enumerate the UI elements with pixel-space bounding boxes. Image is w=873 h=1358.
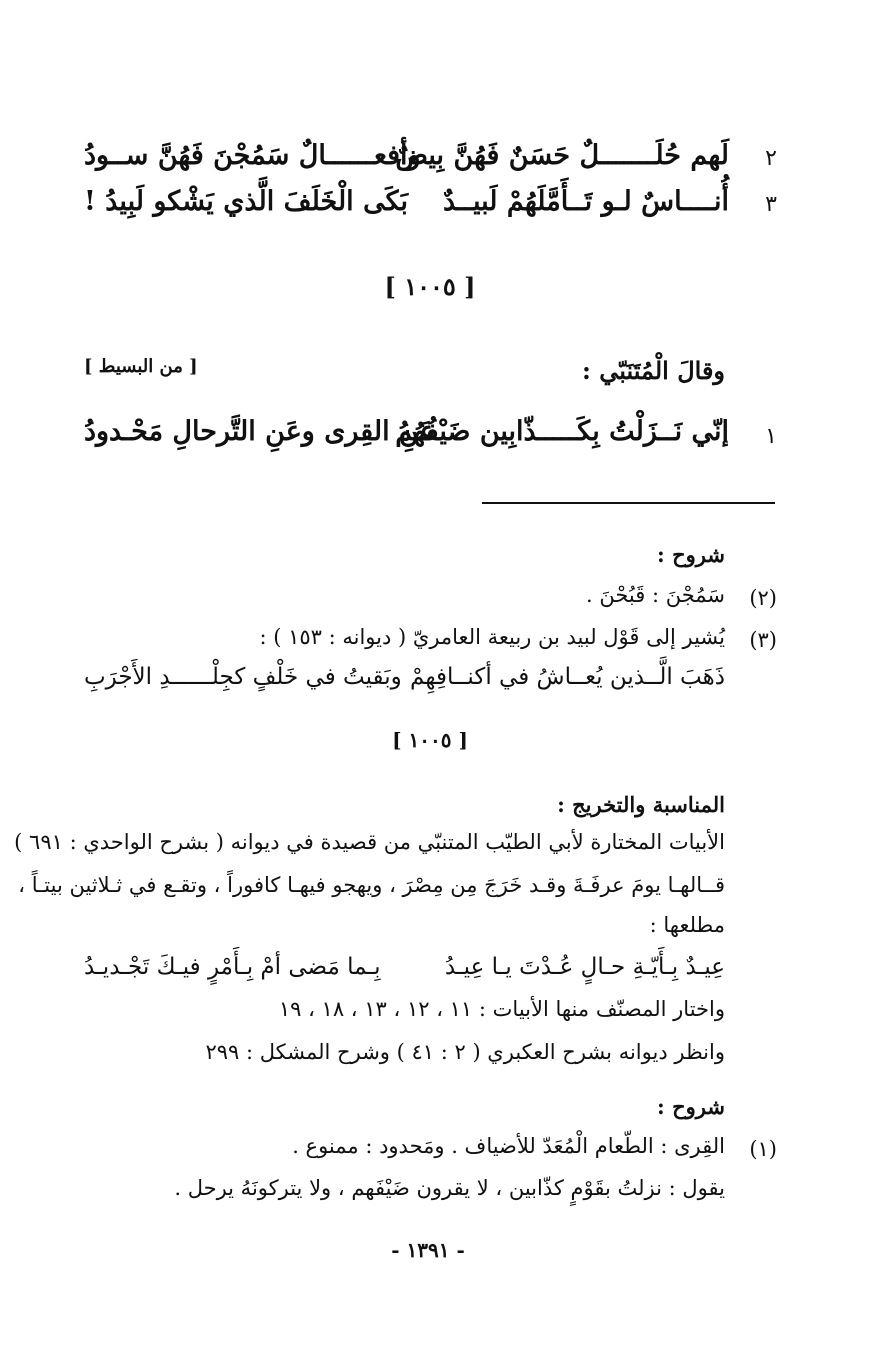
verse-number: ١ [765,424,777,449]
opening-verse-hemistich-1: عِيـدٌ بِـأَيّـةِ حـالٍ عُـدْتَ يـا عِيـدُ [444,954,725,980]
verse-hemistich-1: إنّي نَــزَلْتُ بِكَـــــذّابِين ضَيْفُهُمُ [395,416,729,447]
takhrij-title: المناسبة والتخريج : [557,792,725,817]
section-number: [ ١٠٠٥ ] [392,728,468,752]
note-text: سَمُجْنَ : قَبُحْنَ . [586,583,725,607]
page-number: - ١٣٩١ - [391,1238,465,1262]
note-text: يُشير إلى قَوْل لبيد بن ربيعة العامريّ ( ديوانه : ١٥٣ ) : [259,625,725,649]
takhrij-line: مطلعها : [649,913,725,937]
verse-hemistich-2: وأفعــــــالٌ سَمُجْنَ فَهُنَّ ســودُ [84,140,421,171]
verse-number: ٣ [765,192,777,217]
note-text: القِرى : الطّعام الْمُعَدّ للأضياف . ومَحدود : ممنوع . [292,1134,725,1158]
note-number: (٢) [749,586,777,610]
quoted-verse-hemistich-2: وبَقيتُ في خَلْفٍ كجِلْــــــدِ الأَجْرَبِ [84,664,402,690]
meter-label: [ من البسيط ] [84,356,198,377]
footnote-divider [482,502,775,504]
takhrij-line: واختار المصنّف منها الأبيات : ١١ ، ١٢ ، ١٣ ، ١٨ ، ١٩ [278,997,725,1021]
quoted-verse-hemistich-1: ذَهَبَ الَّــذين يُعــاشُ في أكنــافِهِمْ [410,664,725,690]
note-number: (١) [749,1137,777,1161]
opening-verse-hemistich-2: بِـما مَضى أمْ بِـأَمْرٍ فيـكَ تَجْـديـدُ [84,954,381,980]
takhrij-line: الأبيات المختارة لأبي الطيّب المتنبّي من قصيدة في ديوانه ( بشرح الواحدي : ٦٩١ ) [14,830,725,854]
note-text: يقول : نزلتُ بقَوْمٍ كذّابين ، لا يقرون ضَيْفَهم ، ولا يتركونَهُ يرحل . [174,1176,725,1200]
verse-hemistich-1: أُنــــاسٌ لـو تَــأَمَّلَهُمْ لَبيــدٌ [442,186,729,217]
verse-hemistich-2: بَكَى الْخَلَفَ الَّذي يَشْكو لَبِيدُ ! [84,186,409,217]
notes-title: شروح : [657,1094,725,1119]
poem-number: [ ١٠٠٥ ] [384,272,476,301]
notes-title: شروح : [657,542,725,567]
verse-number: ٢ [765,146,777,171]
note-number: (٣) [749,628,777,652]
takhrij-line: وانظر ديوانه بشرح العكبري ( ٢ : ٤١ ) وشرح المشكل : ٢٩٩ [205,1040,725,1064]
speaker-heading: وقالَ الْمُتَنَبّي : [582,356,725,385]
takhrij-line: قــالهـا يومَ عرفَـةَ وقـد خَرَجَ مِن مِصْرَ ، ويهجو فيهـا كافوراً ، وتقـع في ثـلاثين بيتـاً ، [18,873,725,897]
verse-hemistich-1: لَهم حُلَـــــــلٌ حَسَنٌ فَهُنَّ بِيضٌ [395,140,729,171]
verse-hemistich-2: عَنِ القِرى وعَنِ التَّرحالِ مَحْـدودُ [84,416,436,447]
